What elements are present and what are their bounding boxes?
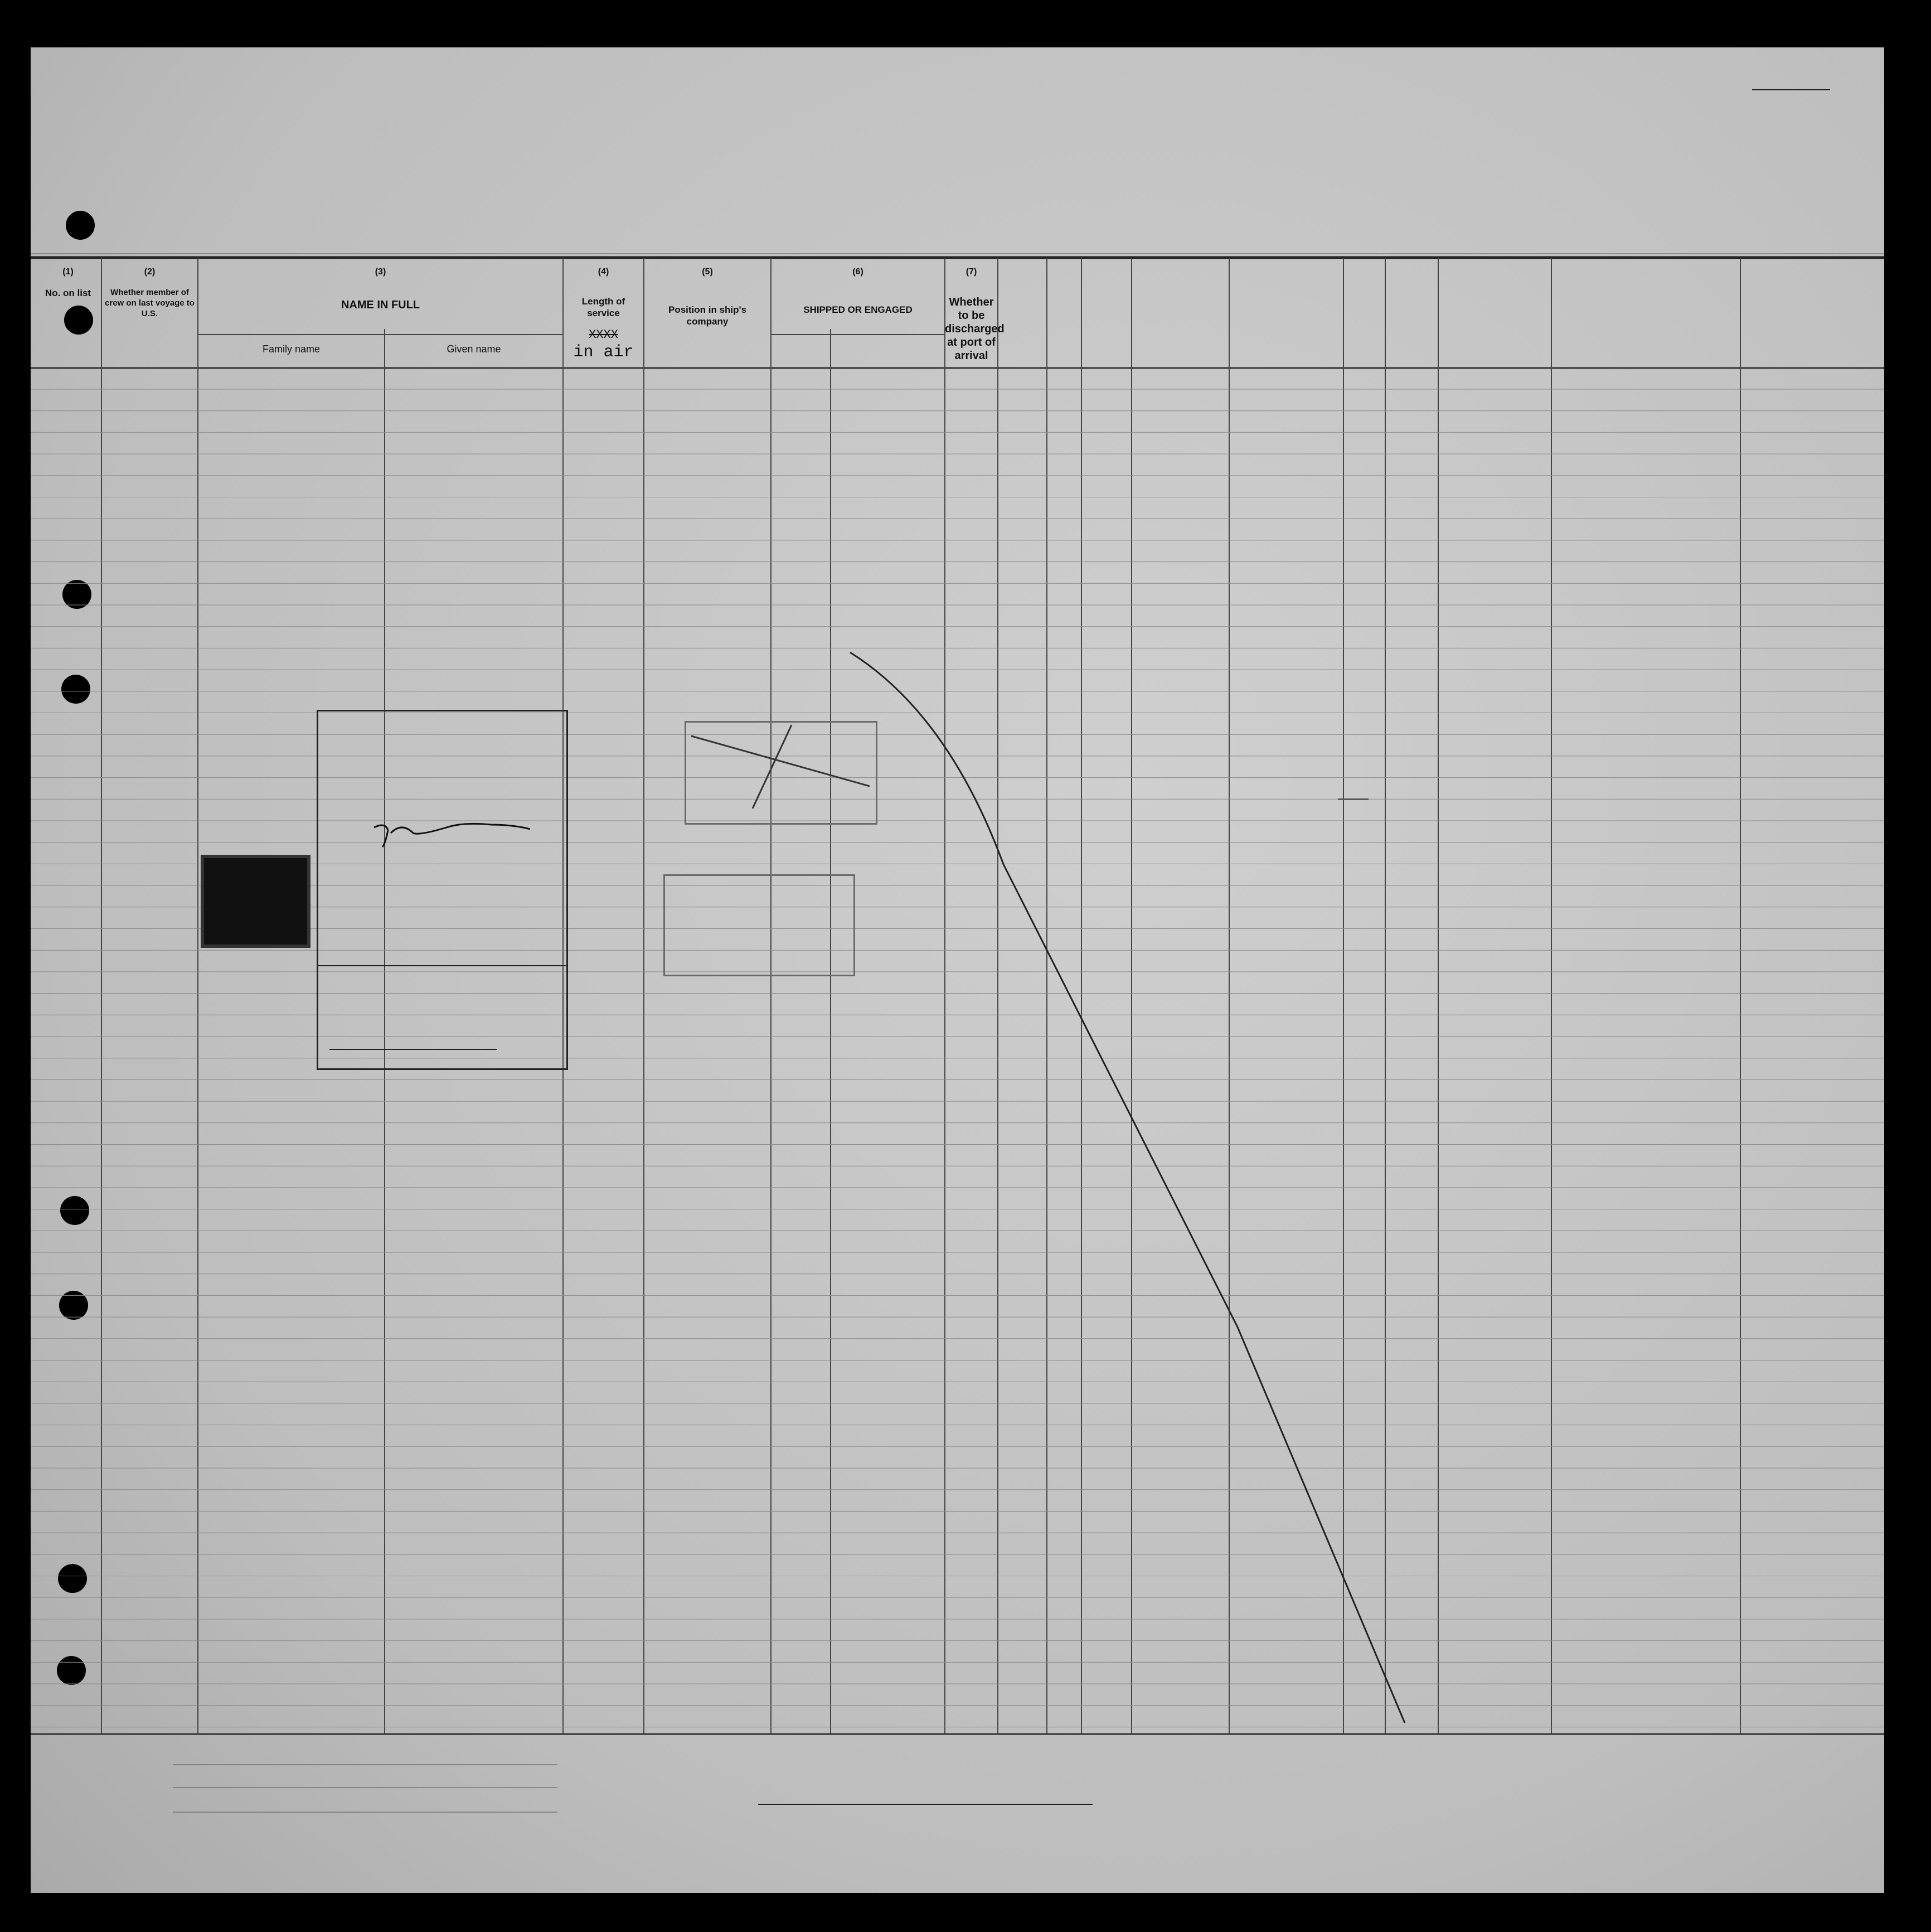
column-number: (5)	[702, 267, 713, 277]
column-header: Length of service	[581, 296, 625, 318]
struck-unit: XXXX	[589, 328, 618, 342]
stockholm-stamp	[663, 874, 855, 976]
column-number: (1)	[62, 267, 74, 277]
classification-rule	[329, 1049, 497, 1050]
arrival-fraction-rule	[1338, 798, 1369, 800]
visa-divider	[318, 965, 566, 966]
column-number: (2)	[144, 267, 156, 277]
column-number: (7)	[966, 267, 977, 277]
column-header: Whether to be discharged at port of arrival	[945, 296, 1005, 362]
sheet-number-rule	[1752, 89, 1830, 90]
column-header: Position in ship's company	[668, 304, 747, 327]
column-header: SHIPPED OR ENGAGED	[803, 304, 913, 315]
column-header: Whether member of crew on last voyage to U.S.	[105, 288, 195, 318]
column-unit: in air	[573, 343, 634, 362]
column-number: (3)	[375, 267, 386, 277]
column-header: No. on list	[45, 288, 91, 298]
visa-stamp	[317, 710, 568, 1070]
column-subheader: Family name	[262, 343, 321, 355]
column-header: NAME IN FULL	[341, 299, 420, 311]
column-subheader: Given name	[447, 343, 501, 355]
inspector-signature-rule	[758, 1804, 1093, 1805]
consul-signature	[368, 816, 617, 872]
column-number: (6)	[852, 267, 863, 277]
fee-stamp	[201, 855, 310, 948]
column-number: (4)	[598, 267, 609, 277]
bromma-exit-stamp	[685, 721, 877, 825]
